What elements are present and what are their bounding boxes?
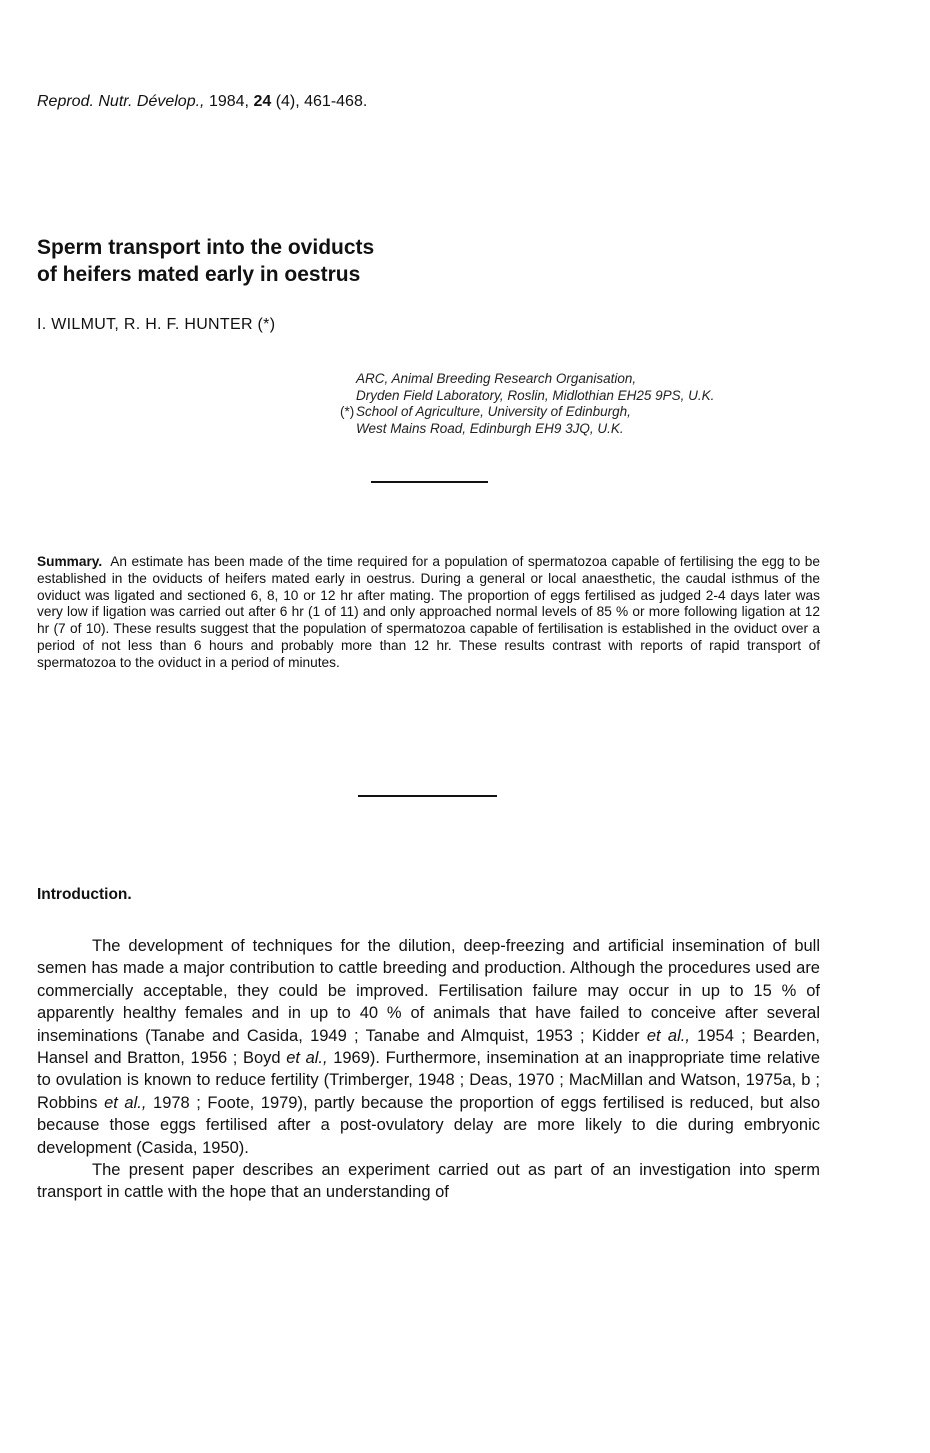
citation-volume: 24 bbox=[253, 93, 272, 110]
affiliation-text: Dryden Field Laboratory, Roslin, Midlothian EH25 9PS, U.K. bbox=[356, 387, 715, 403]
journal-citation bbox=[37, 93, 367, 111]
introduction-paragraph-2: The present paper describes an experiment carried out as part of an investigation into sperm transport in cattle with the hope that an understanding of bbox=[37, 1161, 820, 1202]
summary-text: An estimate has been made of the time required for a population of spermatozoa capable of fertilising the egg to be established in the oviducts of heifers mated early in oestrus. During a general or local anaesthetic, the caudal isthmus of the oviduct was ligated and sectioned 6, 8, 10 or 12 hr after mating. The proportion of eggs fertilised as judged 2-4 days later was very low if ligation was carried out after 6 hr (1 of 11) and only approached normal levels of 85 % or more following ligation at 12 hr (7 of 10). These results suggest that the population of spermatozoa capable of fertilisation is established in the oviduct over a period of not less than 6 hours and probably more than 12 hr. These results contrast with reports of rapid transport of spermatozoa to the oviduct in a period of minutes. bbox=[37, 554, 820, 670]
citation-year: 1984, bbox=[208, 93, 249, 110]
summary-abstract bbox=[37, 554, 820, 672]
affiliation-text: School of Agriculture, University of Edinburgh, bbox=[356, 404, 631, 419]
affiliation-line bbox=[340, 404, 900, 421]
introduction-heading: Introduction. bbox=[37, 886, 132, 903]
introduction-body bbox=[37, 935, 820, 1204]
citation-et-al: et al., bbox=[286, 1049, 328, 1068]
text-run: 1978 ; Foote, 1979), partly because the proportion of eggs fertilised is reduced, but also because those eggs fertilised after a post-ovulatory delay are more likely to die during embryonic development (Casida, 1950). bbox=[37, 1093, 821, 1157]
introduction-paragraph-1 bbox=[37, 935, 820, 1159]
title-line-2: of heifers mated early in oestrus bbox=[37, 263, 361, 286]
affiliation-text: ARC, Animal Breeding Research Organisation, bbox=[356, 371, 637, 386]
citation-et-al: et al., bbox=[104, 1093, 147, 1112]
citation-issue-pages: (4), 461-468. bbox=[275, 93, 368, 110]
author-list: I. WILMUT, R. H. F. HUNTER (*) bbox=[37, 316, 276, 333]
affiliation-line bbox=[340, 421, 900, 438]
citation-et-al: et al., bbox=[646, 1026, 690, 1045]
divider-rule-top bbox=[371, 481, 488, 483]
title-line-1: Sperm transport into the oviducts bbox=[37, 236, 375, 259]
text-run: The development of techniques for the dilution, deep-freezing and artificial insemination of bull semen has made a major contribution to cattle breeding and production. Although the procedures used are commercially acceptable, they could be improved. Fertilisation failure may occur in up to 15 % of apparently healthy females and in up to 40 % of animals that have failed to conceive after several inseminations (Tanabe and Casida, 1949 ; Tanabe and Almquist, 1953 ; Kidder bbox=[37, 937, 820, 1045]
divider-rule-bottom bbox=[358, 795, 497, 797]
journal-name: Reprod. Nutr. Dévelop., bbox=[37, 93, 205, 110]
affiliations bbox=[340, 371, 900, 437]
affiliation-mark: (*) bbox=[340, 404, 355, 419]
text-run: 1969). Furthermore, insemination at an inappropriate time relative to ovulation is known to reduce fertility (Trimberger, 1948 ; Deas, 1970 ; MacMillan and Watson, 1975a, b ; Robbins bbox=[37, 1049, 821, 1112]
summary-label: Summary. bbox=[37, 554, 103, 569]
affiliation-line bbox=[340, 388, 900, 405]
text-run: 1954 ; Bearden, Hansel and Bratton, 1956 ; Boyd bbox=[37, 1026, 820, 1068]
affiliation-text: West Mains Road, Edinburgh EH9 3JQ, U.K. bbox=[356, 420, 624, 436]
affiliation-line bbox=[340, 371, 900, 388]
paper-title bbox=[37, 234, 737, 288]
